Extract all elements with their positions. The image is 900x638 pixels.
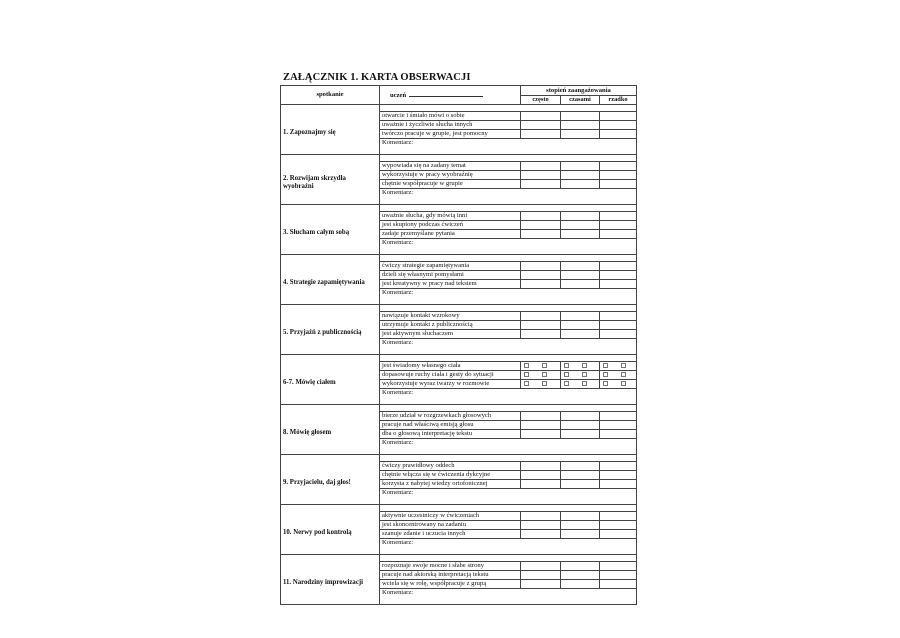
criterion-label: otwarcie i śmiało mówi o sobie	[380, 112, 521, 121]
rating-cell-czasami[interactable]	[561, 212, 600, 221]
criterion-label: dzieli się własnymi pomysłami	[380, 271, 521, 280]
session-separator	[281, 555, 637, 562]
comment-space[interactable]	[380, 247, 637, 255]
rating-cell-rzadko[interactable]	[600, 212, 637, 221]
separator-right	[380, 355, 637, 362]
comment-label: Komentarz:	[380, 539, 637, 548]
comment-label: Komentarz:	[380, 339, 637, 348]
session-name: 9. Przyjacielu, daj głos!	[281, 462, 380, 505]
rating-cell-rzadko[interactable]	[600, 171, 637, 180]
separator-right	[380, 155, 637, 162]
rating-cell-czasami[interactable]	[561, 280, 600, 289]
rating-cell-czesto[interactable]	[521, 230, 561, 239]
rating-cell-rzadko[interactable]	[600, 430, 637, 439]
criterion-label: twórczo pracuje w grupie, jest pomocny	[380, 130, 521, 139]
rating-cell-czesto[interactable]	[521, 171, 561, 180]
comment-space[interactable]	[380, 497, 637, 505]
rating-cell-czesto[interactable]	[521, 521, 561, 530]
rating-cell-czasami[interactable]	[561, 530, 600, 539]
rating-cell-czesto[interactable]	[521, 262, 561, 271]
rating-cell-czesto[interactable]	[521, 462, 561, 471]
checkbox-icon[interactable]	[582, 381, 587, 386]
table-row	[281, 462, 637, 471]
criterion-label: jest aktywnym słuchaczem	[380, 330, 521, 339]
rating-cell-czesto[interactable]	[521, 412, 561, 421]
rating-cell-rzadko[interactable]	[600, 471, 637, 480]
session-name: 10. Nerwy pod kontrolą	[281, 512, 380, 555]
rating-cell-rzadko[interactable]	[600, 112, 637, 121]
criterion-label: aktywnie uczestniczy w ćwiczeniach	[380, 512, 521, 521]
rating-cell-czesto[interactable]	[521, 530, 561, 539]
criterion-label: wykorzystuje wyraz twarzy w rozmowie	[380, 380, 521, 389]
rating-cell-czasami[interactable]	[561, 112, 600, 121]
separator-right	[380, 505, 637, 512]
rating-cell-czasami[interactable]	[561, 571, 600, 580]
header-spotkanie: spotkanie	[281, 86, 380, 105]
criterion-label: wykorzystuje w pracy wyobraźnię	[380, 171, 521, 180]
criterion-label: bierze udział w rozgrzewkach głosowych	[380, 412, 521, 421]
session-name: 6-7. Mówię ciałem	[281, 362, 380, 405]
rating-cell-czesto[interactable]	[521, 471, 561, 480]
criterion-label: wciela się w rolę, współpracuje z grupą	[380, 580, 521, 589]
comment-label: Komentarz:	[380, 589, 637, 598]
checkbox-icon[interactable]	[621, 381, 626, 386]
rating-cell-rzadko[interactable]	[600, 312, 637, 321]
separator-left	[281, 105, 380, 112]
header-rzadko: rzadko	[600, 96, 637, 105]
rating-cell-czesto[interactable]	[521, 321, 561, 330]
comment-space[interactable]	[380, 347, 637, 355]
table-row	[281, 412, 637, 421]
rating-cell-czesto[interactable]	[521, 371, 561, 380]
rating-cell-czesto[interactable]	[521, 180, 561, 189]
rating-cell-czasami[interactable]	[561, 221, 600, 230]
header-czasami: czasami	[561, 96, 600, 105]
table-row	[281, 162, 637, 171]
session-separator	[281, 505, 637, 512]
checkbox-icon[interactable]	[564, 363, 569, 368]
criterion-label: nawiązuje kontakt wzrokowy	[380, 312, 521, 321]
rating-cell-czasami[interactable]	[561, 421, 600, 430]
document-title: ZAŁĄCZNIK 1. KARTA OBSERWACJI	[283, 72, 471, 83]
criterion-label: pracuje nad właściwą emisją głosu	[380, 421, 521, 430]
criterion-label: uważnie słucha, gdy mówią inni	[380, 212, 521, 221]
student-name-line[interactable]	[409, 90, 483, 97]
criterion-label: rozpoznaje swoje mocne i słabe strony	[380, 562, 521, 571]
checkbox-icon[interactable]	[542, 363, 547, 368]
rating-cell-czasami[interactable]	[561, 562, 600, 571]
separator-left	[281, 205, 380, 212]
session-name: 2. Rozwijam skrzydła wyobraźni	[281, 162, 380, 205]
criterion-label: ćwiczy prawidłowy oddech	[380, 462, 521, 471]
comment-label: Komentarz:	[380, 239, 637, 248]
rating-cell-czesto[interactable]	[521, 580, 561, 589]
comment-space[interactable]	[380, 547, 637, 555]
rating-cell-rzadko[interactable]	[600, 571, 637, 580]
rating-cell-czasami[interactable]	[561, 162, 600, 171]
checkbox-icon[interactable]	[564, 372, 569, 377]
rating-cell-rzadko[interactable]	[600, 462, 637, 471]
rating-cell-czesto[interactable]	[521, 212, 561, 221]
observation-table	[280, 85, 637, 605]
criterion-label: zadaje przemyślane pytania	[380, 230, 521, 239]
criterion-label: uważnie i życzliwie słucha innych	[380, 121, 521, 130]
separator-right	[380, 405, 637, 412]
header-uczen-label: uczeń	[390, 92, 407, 99]
rating-cell-rzadko[interactable]	[600, 371, 637, 380]
rating-cell-czesto[interactable]	[521, 562, 561, 571]
rating-cell-rzadko[interactable]	[600, 280, 637, 289]
criterion-label: jest świadomy własnego ciała	[380, 362, 521, 371]
separator-left	[281, 405, 380, 412]
criterion-label: szanuje zdanie i uczucia innych	[380, 530, 521, 539]
separator-right	[380, 305, 637, 312]
rating-cell-czasami[interactable]	[561, 362, 600, 371]
table-row	[281, 212, 637, 221]
rating-cell-rzadko[interactable]	[600, 221, 637, 230]
separator-left	[281, 555, 380, 562]
rating-cell-czesto[interactable]	[521, 112, 561, 121]
criterion-label: wypowiada się na zadany temat	[380, 162, 521, 171]
comment-label: Komentarz:	[380, 289, 637, 298]
rating-cell-czasami[interactable]	[561, 521, 600, 530]
session-separator	[281, 155, 637, 162]
separator-right	[380, 555, 637, 562]
header-stopien: stopień zaangażowania	[521, 86, 637, 96]
rating-cell-czasami[interactable]	[561, 230, 600, 239]
separator-left	[281, 355, 380, 362]
criterion-label: dba o głosową interpretację tekstu	[380, 430, 521, 439]
rating-cell-czasami[interactable]	[561, 271, 600, 280]
checkbox-icon[interactable]	[542, 372, 547, 377]
rating-cell-rzadko[interactable]	[600, 421, 637, 430]
checkbox-icon[interactable]	[603, 381, 608, 386]
session-name: 3. Słucham całym sobą	[281, 212, 380, 255]
rating-cell-rzadko[interactable]	[600, 121, 637, 130]
header-uczen	[380, 86, 521, 105]
criterion-label: ćwiczy strategie zapamiętywania	[380, 262, 521, 271]
rating-cell-czasami[interactable]	[561, 312, 600, 321]
table-row	[281, 562, 637, 571]
rating-cell-rzadko[interactable]	[600, 480, 637, 489]
comment-space[interactable]	[380, 197, 637, 205]
rating-cell-czasami[interactable]	[561, 180, 600, 189]
separator-left	[281, 305, 380, 312]
rating-cell-czasami[interactable]	[561, 480, 600, 489]
checkbox-icon[interactable]	[621, 363, 626, 368]
separator-left	[281, 505, 380, 512]
criterion-label: chętnie współpracuje w grupie	[380, 180, 521, 189]
rating-cell-rzadko[interactable]	[600, 262, 637, 271]
checkbox-icon[interactable]	[524, 372, 529, 377]
separator-right	[380, 455, 637, 462]
observation-rows	[281, 105, 637, 605]
rating-cell-rzadko[interactable]	[600, 130, 637, 139]
observation-card	[280, 72, 636, 605]
rating-cell-czasami[interactable]	[561, 380, 600, 389]
rating-cell-czesto[interactable]	[521, 130, 561, 139]
comment-space[interactable]	[380, 447, 637, 455]
rating-cell-rzadko[interactable]	[600, 530, 637, 539]
rating-cell-czasami[interactable]	[561, 580, 600, 589]
checkbox-icon[interactable]	[582, 363, 587, 368]
separator-right	[380, 205, 637, 212]
separator-left	[281, 255, 380, 262]
rating-cell-rzadko[interactable]	[600, 230, 637, 239]
separator-right	[380, 105, 637, 112]
criterion-label: chętnie włącza się w ćwiczenia dykcyjne	[380, 471, 521, 480]
rating-cell-czasami[interactable]	[561, 121, 600, 130]
rating-cell-rzadko[interactable]	[600, 521, 637, 530]
session-separator	[281, 455, 637, 462]
rating-cell-czesto[interactable]	[521, 280, 561, 289]
table-row	[281, 262, 637, 271]
rating-cell-czesto[interactable]	[521, 362, 561, 371]
separator-right	[380, 255, 637, 262]
session-name: 1. Zapoznajmy się	[281, 112, 380, 155]
session-name: 5. Przyjaźń z publicznością	[281, 312, 380, 355]
rating-cell-czesto[interactable]	[521, 271, 561, 280]
comment-space[interactable]	[380, 397, 637, 405]
rating-cell-czesto[interactable]	[521, 512, 561, 521]
session-separator	[281, 105, 637, 112]
checkbox-icon[interactable]	[524, 363, 529, 368]
session-separator	[281, 405, 637, 412]
checkbox-icon[interactable]	[524, 381, 529, 386]
session-name: 8. Mówię głosem	[281, 412, 380, 455]
rating-cell-czesto[interactable]	[521, 221, 561, 230]
rating-cell-czasami[interactable]	[561, 430, 600, 439]
rating-cell-czesto[interactable]	[521, 571, 561, 580]
rating-cell-rzadko[interactable]	[600, 362, 637, 371]
rating-cell-rzadko[interactable]	[600, 380, 637, 389]
criterion-label: utrzymuje kontakt z publicznością	[380, 321, 521, 330]
criterion-label: dopasowuje ruchy ciała i gesty do sytuacji	[380, 371, 521, 380]
rating-cell-czesto[interactable]	[521, 380, 561, 389]
rating-cell-czasami[interactable]	[561, 471, 600, 480]
rating-cell-rzadko[interactable]	[600, 580, 637, 589]
rating-cell-rzadko[interactable]	[600, 180, 637, 189]
separator-left	[281, 155, 380, 162]
checkbox-icon[interactable]	[603, 363, 608, 368]
comment-space[interactable]	[380, 147, 637, 155]
table-row	[281, 362, 637, 371]
rating-cell-czasami[interactable]	[561, 130, 600, 139]
rating-cell-czasami[interactable]	[561, 330, 600, 339]
checkbox-icon[interactable]	[603, 372, 608, 377]
comment-space[interactable]	[380, 297, 637, 305]
criterion-label: jest skoncentrowany na zadaniu	[380, 521, 521, 530]
session-separator	[281, 205, 637, 212]
session-separator	[281, 255, 637, 262]
table-row	[281, 512, 637, 521]
criterion-label: pracuje nad aktorską interpretacją tekstu	[380, 571, 521, 580]
rating-cell-czesto[interactable]	[521, 330, 561, 339]
checkbox-icon[interactable]	[564, 381, 569, 386]
rating-cell-czasami[interactable]	[561, 371, 600, 380]
criterion-label: jest skupiony podczas ćwiczeń	[380, 221, 521, 230]
rating-cell-rzadko[interactable]	[600, 412, 637, 421]
rating-cell-rzadko[interactable]	[600, 162, 637, 171]
session-separator	[281, 305, 637, 312]
rating-cell-czesto[interactable]	[521, 162, 561, 171]
rating-cell-rzadko[interactable]	[600, 512, 637, 521]
comment-space[interactable]	[380, 597, 637, 605]
table-row	[281, 312, 637, 321]
separator-left	[281, 455, 380, 462]
rating-cell-rzadko[interactable]	[600, 330, 637, 339]
checkbox-icon[interactable]	[582, 372, 587, 377]
checkbox-icon[interactable]	[621, 372, 626, 377]
comment-label: Komentarz:	[380, 489, 637, 498]
criterion-label: jest kreatywny w pracy nad tekstem	[380, 280, 521, 289]
rating-cell-rzadko[interactable]	[600, 321, 637, 330]
rating-cell-czasami[interactable]	[561, 171, 600, 180]
rating-cell-czesto[interactable]	[521, 312, 561, 321]
rating-cell-czesto[interactable]	[521, 480, 561, 489]
comment-label: Komentarz:	[380, 389, 637, 398]
rating-cell-rzadko[interactable]	[600, 562, 637, 571]
session-separator	[281, 355, 637, 362]
rating-cell-czasami[interactable]	[561, 462, 600, 471]
rating-cell-czasami[interactable]	[561, 412, 600, 421]
table-row	[281, 112, 637, 121]
rating-cell-czasami[interactable]	[561, 321, 600, 330]
comment-label: Komentarz:	[380, 189, 637, 198]
rating-cell-czasami[interactable]	[561, 262, 600, 271]
rating-cell-rzadko[interactable]	[600, 271, 637, 280]
rating-cell-czasami[interactable]	[561, 512, 600, 521]
header-czesto: często	[521, 96, 561, 105]
rating-cell-czesto[interactable]	[521, 421, 561, 430]
criterion-label: korzysta z nabytej wiedzy ortofonicznej	[380, 480, 521, 489]
rating-cell-czesto[interactable]	[521, 121, 561, 130]
comment-label: Komentarz:	[380, 139, 637, 148]
comment-label: Komentarz:	[380, 439, 637, 448]
session-name: 11. Narodziny improwizacji	[281, 562, 380, 605]
rating-cell-czesto[interactable]	[521, 430, 561, 439]
checkbox-icon[interactable]	[542, 381, 547, 386]
session-name: 4. Strategie zapamiętywania	[281, 262, 380, 305]
